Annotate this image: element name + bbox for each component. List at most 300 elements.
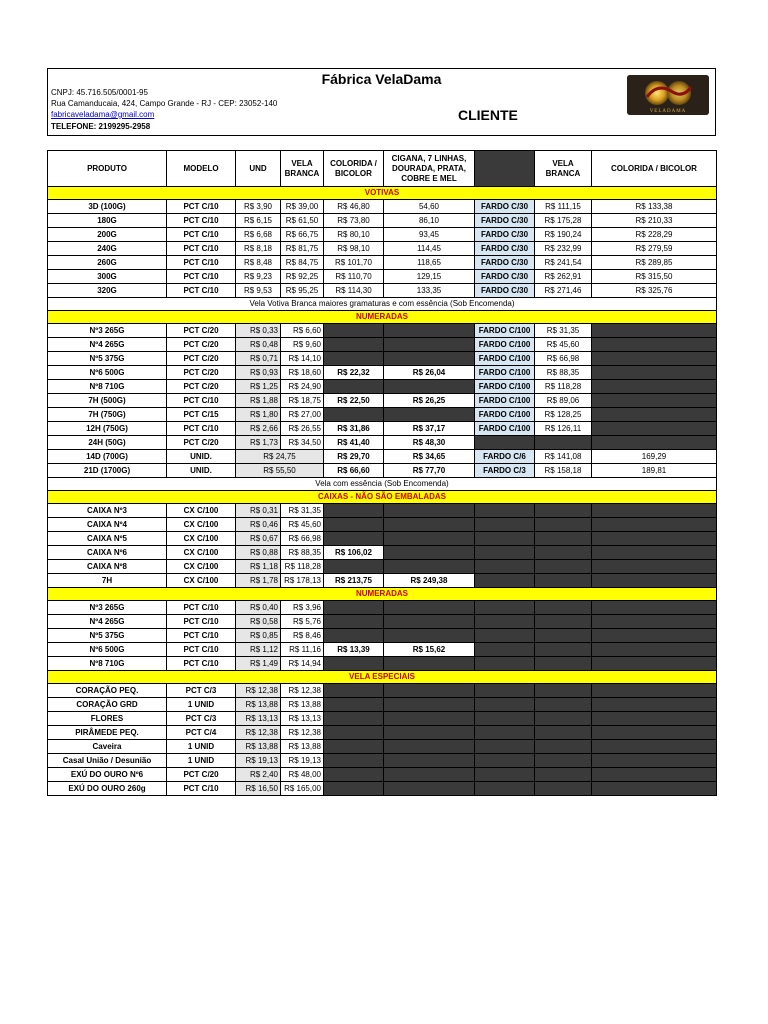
produto-cell: CAIXA Nº5 bbox=[48, 532, 167, 546]
fardo-colorida-cell: R$ 315,50 bbox=[592, 270, 717, 284]
modelo-cell: PCT C/10 bbox=[167, 284, 236, 298]
product-row bbox=[48, 615, 717, 629]
empty-cell bbox=[592, 657, 717, 671]
produto-cell: Nº6 500G bbox=[48, 643, 167, 657]
empty-cell bbox=[592, 698, 717, 712]
empty-cell bbox=[384, 408, 475, 422]
logo-text: VELADAMA bbox=[649, 109, 687, 114]
branca-cell: R$ 12,38 bbox=[281, 684, 324, 698]
col-fardo-branca: VELA BRANCA bbox=[535, 151, 592, 187]
und-cell: R$ 8,18 bbox=[236, 242, 281, 256]
fardo-cell: FARDO C/100 bbox=[475, 324, 535, 338]
empty-cell bbox=[384, 698, 475, 712]
modelo-cell: CX C/100 bbox=[167, 504, 236, 518]
empty-cell bbox=[592, 768, 717, 782]
modelo-cell: CX C/100 bbox=[167, 574, 236, 588]
fardo-branca-cell: R$ 118,28 bbox=[535, 380, 592, 394]
empty-cell bbox=[592, 782, 717, 796]
empty-cell bbox=[535, 740, 592, 754]
cigana-cell: 86,10 bbox=[384, 214, 475, 228]
cigana-cell: 133,35 bbox=[384, 284, 475, 298]
empty-cell bbox=[475, 518, 535, 532]
empty-cell bbox=[324, 726, 384, 740]
empty-cell bbox=[475, 740, 535, 754]
numerada-unid-row bbox=[48, 464, 717, 478]
empty-cell bbox=[475, 657, 535, 671]
produto-cell: 320G bbox=[48, 284, 167, 298]
branca-cell: R$ 27,00 bbox=[281, 408, 324, 422]
section-title: CAIXAS - NÃO SÃO EMBALADAS bbox=[48, 491, 717, 504]
empty-cell bbox=[384, 532, 475, 546]
empty-cell bbox=[535, 698, 592, 712]
und-cell: R$ 0,58 bbox=[236, 615, 281, 629]
section-title: NUMERADAS bbox=[48, 311, 717, 324]
product-row bbox=[48, 546, 717, 560]
empty-cell bbox=[535, 532, 592, 546]
cigana-cell: R$ 77,70 bbox=[384, 464, 475, 478]
numerada-row bbox=[48, 436, 717, 450]
modelo-cell: 1 UNID bbox=[167, 754, 236, 768]
especial-row bbox=[48, 782, 717, 796]
empty-cell bbox=[324, 560, 384, 574]
fardo-colorida-cell: 189,81 bbox=[592, 464, 717, 478]
empty-cell bbox=[324, 684, 384, 698]
empty-cell bbox=[384, 768, 475, 782]
cigana-cell: R$ 26,25 bbox=[384, 394, 475, 408]
branca-cell: R$ 12,38 bbox=[281, 726, 324, 740]
empty-cell bbox=[475, 504, 535, 518]
branca-cell: R$ 3,96 bbox=[281, 601, 324, 615]
produto-cell: PIRÂMEDE PEQ. bbox=[48, 726, 167, 740]
modelo-cell: PCT C/20 bbox=[167, 352, 236, 366]
branca-cell: R$ 178,13 bbox=[281, 574, 324, 588]
fardo-branca-cell: R$ 89,06 bbox=[535, 394, 592, 408]
product-row bbox=[48, 532, 717, 546]
votiva-row bbox=[48, 214, 717, 228]
produto-cell: Nº8 710G bbox=[48, 657, 167, 671]
und-cell: R$ 0,67 bbox=[236, 532, 281, 546]
email-link[interactable]: fabricaveladama@gmail.com bbox=[51, 110, 155, 119]
empty-cell bbox=[592, 643, 717, 657]
empty-cell bbox=[324, 504, 384, 518]
empty-cell bbox=[535, 782, 592, 796]
empty-cell bbox=[475, 698, 535, 712]
votiva-row bbox=[48, 242, 717, 256]
cigana-cell: 54,60 bbox=[384, 200, 475, 214]
fardo-colorida-cell: R$ 133,38 bbox=[592, 200, 717, 214]
colorida-cell: R$ 66,60 bbox=[324, 464, 384, 478]
fardo-cell: FARDO C/6 bbox=[475, 450, 535, 464]
empty-cell bbox=[535, 754, 592, 768]
section-note: Vela com essência (Sob Encomenda) bbox=[48, 478, 717, 491]
phone-text: TELEFONE: 2199295-2958 bbox=[51, 122, 151, 131]
modelo-cell: PCT C/10 bbox=[167, 214, 236, 228]
fardo-cell: FARDO C/100 bbox=[475, 394, 535, 408]
modelo-cell: PCT C/10 bbox=[167, 782, 236, 796]
branca-cell: R$ 34,50 bbox=[281, 436, 324, 450]
cigana-cell: 114,45 bbox=[384, 242, 475, 256]
col-fardo-colorida: COLORIDA / BICOLOR bbox=[592, 151, 717, 187]
produto-cell: Nº4 265G bbox=[48, 338, 167, 352]
empty-cell bbox=[384, 629, 475, 643]
empty-cell bbox=[592, 601, 717, 615]
empty-cell bbox=[324, 657, 384, 671]
numerada-row bbox=[48, 380, 717, 394]
product-row bbox=[48, 560, 717, 574]
empty-cell bbox=[592, 712, 717, 726]
fardo-colorida-cell: R$ 289,85 bbox=[592, 256, 717, 270]
modelo-cell: PCT C/10 bbox=[167, 629, 236, 643]
cigana-cell: 93,45 bbox=[384, 228, 475, 242]
branca-cell: R$ 165,00 bbox=[281, 782, 324, 796]
colorida-cell: R$ 13,39 bbox=[324, 643, 384, 657]
modelo-cell: CX C/100 bbox=[167, 546, 236, 560]
empty-cell bbox=[384, 546, 475, 560]
modelo-cell: PCT C/10 bbox=[167, 256, 236, 270]
colorida-cell: R$ 101,70 bbox=[324, 256, 384, 270]
empty-cell bbox=[475, 615, 535, 629]
branca-cell: R$ 95,25 bbox=[281, 284, 324, 298]
empty-cell bbox=[324, 324, 384, 338]
cigana-cell: R$ 37,17 bbox=[384, 422, 475, 436]
cigana-cell: R$ 48,30 bbox=[384, 436, 475, 450]
und-cell: R$ 0,71 bbox=[236, 352, 281, 366]
fardo-cell: FARDO C/30 bbox=[475, 284, 535, 298]
produto-cell: 260G bbox=[48, 256, 167, 270]
modelo-cell: PCT C/20 bbox=[167, 436, 236, 450]
produto-cell: Nº5 375G bbox=[48, 352, 167, 366]
especial-row bbox=[48, 712, 717, 726]
empty-cell bbox=[592, 380, 717, 394]
empty-cell bbox=[535, 684, 592, 698]
branca-cell: R$ 14,94 bbox=[281, 657, 324, 671]
empty-cell bbox=[592, 408, 717, 422]
empty-cell bbox=[535, 518, 592, 532]
empty-cell bbox=[324, 532, 384, 546]
modelo-cell: UNID. bbox=[167, 464, 236, 478]
und-cell: R$ 19,13 bbox=[236, 754, 281, 768]
empty-cell bbox=[384, 352, 475, 366]
und-cell: R$ 1,73 bbox=[236, 436, 281, 450]
branca-cell: R$ 31,35 bbox=[281, 504, 324, 518]
und-cell: R$ 9,53 bbox=[236, 284, 281, 298]
colorida-cell: R$ 213,75 bbox=[324, 574, 384, 588]
modelo-cell: PCT C/3 bbox=[167, 712, 236, 726]
und-cell: R$ 1,88 bbox=[236, 394, 281, 408]
colorida-cell: R$ 98,10 bbox=[324, 242, 384, 256]
col-colorida: COLORIDA / BICOLOR bbox=[324, 151, 384, 187]
especial-row bbox=[48, 684, 717, 698]
fardo-branca-cell: R$ 271,46 bbox=[535, 284, 592, 298]
modelo-cell: 1 UNID bbox=[167, 698, 236, 712]
produto-cell: Caveira bbox=[48, 740, 167, 754]
produto-cell: Nº5 375G bbox=[48, 629, 167, 643]
empty-cell bbox=[384, 726, 475, 740]
modelo-cell: PCT C/10 bbox=[167, 601, 236, 615]
empty-cell bbox=[535, 436, 592, 450]
modelo-cell: PCT C/15 bbox=[167, 408, 236, 422]
und-cell: R$ 1,49 bbox=[236, 657, 281, 671]
empty-cell bbox=[384, 518, 475, 532]
cigana-cell: 129,15 bbox=[384, 270, 475, 284]
colorida-cell: R$ 114,30 bbox=[324, 284, 384, 298]
col-cigana: CIGANA, 7 LINHAS, DOURADA, PRATA, COBRE E MEL bbox=[384, 151, 475, 187]
fardo-cell: FARDO C/30 bbox=[475, 270, 535, 284]
empty-cell bbox=[384, 380, 475, 394]
produto-cell: 300G bbox=[48, 270, 167, 284]
branca-cell: R$ 66,75 bbox=[281, 228, 324, 242]
empty-cell bbox=[535, 560, 592, 574]
empty-cell bbox=[384, 504, 475, 518]
empty-cell bbox=[535, 726, 592, 740]
empty-cell bbox=[384, 754, 475, 768]
empty-cell bbox=[475, 436, 535, 450]
produto-cell: 14D (700G) bbox=[48, 450, 167, 464]
note-row bbox=[48, 298, 717, 311]
colorida-cell: R$ 46,80 bbox=[324, 200, 384, 214]
numerada-row bbox=[48, 366, 717, 380]
branca-cell: R$ 24,90 bbox=[281, 380, 324, 394]
fardo-cell: FARDO C/30 bbox=[475, 200, 535, 214]
modelo-cell: PCT C/20 bbox=[167, 324, 236, 338]
fardo-cell: FARDO C/100 bbox=[475, 366, 535, 380]
empty-cell bbox=[592, 546, 717, 560]
cigana-cell: R$ 26,04 bbox=[384, 366, 475, 380]
branca-cell: R$ 45,60 bbox=[281, 518, 324, 532]
fardo-cell: FARDO C/100 bbox=[475, 380, 535, 394]
col-modelo: MODELO bbox=[167, 151, 236, 187]
empty-cell bbox=[535, 615, 592, 629]
modelo-cell: PCT C/4 bbox=[167, 726, 236, 740]
und-cell: R$ 55,50 bbox=[236, 464, 324, 478]
modelo-cell: CX C/100 bbox=[167, 518, 236, 532]
colorida-cell: R$ 22,50 bbox=[324, 394, 384, 408]
empty-cell bbox=[475, 560, 535, 574]
fardo-branca-cell: R$ 158,18 bbox=[535, 464, 592, 478]
empty-cell bbox=[475, 754, 535, 768]
fardo-cell: FARDO C/30 bbox=[475, 214, 535, 228]
produto-cell: CAIXA Nº6 bbox=[48, 546, 167, 560]
veladama-logo bbox=[627, 75, 709, 115]
branca-cell: R$ 18,75 bbox=[281, 394, 324, 408]
modelo-cell: PCT C/10 bbox=[167, 422, 236, 436]
fardo-cell: FARDO C/3 bbox=[475, 464, 535, 478]
empty-cell bbox=[324, 380, 384, 394]
fardo-branca-cell: R$ 88,35 bbox=[535, 366, 592, 380]
colorida-cell: R$ 80,10 bbox=[324, 228, 384, 242]
branca-cell: R$ 39,00 bbox=[281, 200, 324, 214]
empty-cell bbox=[592, 740, 717, 754]
branca-cell: R$ 13,13 bbox=[281, 712, 324, 726]
numerada-row bbox=[48, 324, 717, 338]
und-cell: R$ 1,25 bbox=[236, 380, 281, 394]
section-header-row bbox=[48, 311, 717, 324]
branca-cell: R$ 61,50 bbox=[281, 214, 324, 228]
produto-cell: 24H (50G) bbox=[48, 436, 167, 450]
und-cell: R$ 0,31 bbox=[236, 504, 281, 518]
branca-cell: R$ 13,88 bbox=[281, 698, 324, 712]
empty-cell bbox=[535, 574, 592, 588]
section-header-row bbox=[48, 187, 717, 200]
und-cell: R$ 0,93 bbox=[236, 366, 281, 380]
empty-cell bbox=[324, 754, 384, 768]
modelo-cell: PCT C/20 bbox=[167, 380, 236, 394]
section-header-row bbox=[48, 588, 717, 601]
product-row bbox=[48, 601, 717, 615]
especial-row bbox=[48, 754, 717, 768]
empty-cell bbox=[592, 615, 717, 629]
modelo-cell: 1 UNID bbox=[167, 740, 236, 754]
fardo-branca-cell: R$ 126,11 bbox=[535, 422, 592, 436]
und-cell: R$ 12,38 bbox=[236, 726, 281, 740]
fardo-branca-cell: R$ 262,91 bbox=[535, 270, 592, 284]
modelo-cell: CX C/100 bbox=[167, 532, 236, 546]
und-cell: R$ 24,75 bbox=[236, 450, 324, 464]
produto-cell: CAIXA Nº4 bbox=[48, 518, 167, 532]
empty-cell bbox=[384, 560, 475, 574]
empty-cell bbox=[324, 740, 384, 754]
und-cell: R$ 1,78 bbox=[236, 574, 281, 588]
branca-cell: R$ 6,60 bbox=[281, 324, 324, 338]
branca-cell: R$ 118,28 bbox=[281, 560, 324, 574]
fardo-branca-cell: R$ 141,08 bbox=[535, 450, 592, 464]
empty-cell bbox=[592, 436, 717, 450]
produto-cell: CORAÇÃO PEQ. bbox=[48, 684, 167, 698]
modelo-cell: PCT C/20 bbox=[167, 768, 236, 782]
produto-cell: CORAÇÃO GRD bbox=[48, 698, 167, 712]
fardo-branca-cell: R$ 190,24 bbox=[535, 228, 592, 242]
colorida-cell: R$ 22,32 bbox=[324, 366, 384, 380]
empty-cell bbox=[592, 629, 717, 643]
empty-cell bbox=[384, 740, 475, 754]
empty-cell bbox=[384, 712, 475, 726]
numerada-row bbox=[48, 408, 717, 422]
und-cell: R$ 3,90 bbox=[236, 200, 281, 214]
und-cell: R$ 0,40 bbox=[236, 601, 281, 615]
empty-cell bbox=[592, 504, 717, 518]
empty-cell bbox=[475, 546, 535, 560]
product-row bbox=[48, 574, 717, 588]
branca-cell: R$ 5,76 bbox=[281, 615, 324, 629]
empty-cell bbox=[475, 726, 535, 740]
fardo-colorida-cell: R$ 210,33 bbox=[592, 214, 717, 228]
empty-cell bbox=[592, 560, 717, 574]
modelo-cell: CX C/100 bbox=[167, 560, 236, 574]
colorida-cell: R$ 29,70 bbox=[324, 450, 384, 464]
section-note: Vela Votiva Branca maiores gramaturas e com essência (Sob Encomenda) bbox=[48, 298, 717, 311]
empty-cell bbox=[475, 782, 535, 796]
especial-row bbox=[48, 740, 717, 754]
company-header bbox=[47, 68, 716, 136]
modelo-cell: PCT C/20 bbox=[167, 338, 236, 352]
modelo-cell: PCT C/3 bbox=[167, 684, 236, 698]
empty-cell bbox=[475, 768, 535, 782]
empty-cell bbox=[324, 782, 384, 796]
numerada-unid-row bbox=[48, 450, 717, 464]
votiva-row bbox=[48, 270, 717, 284]
empty-cell bbox=[324, 768, 384, 782]
modelo-cell: PCT C/10 bbox=[167, 394, 236, 408]
und-cell: R$ 1,80 bbox=[236, 408, 281, 422]
empty-cell bbox=[324, 615, 384, 629]
empty-cell bbox=[475, 532, 535, 546]
empty-cell bbox=[324, 352, 384, 366]
fardo-branca-cell: R$ 66,98 bbox=[535, 352, 592, 366]
und-cell: R$ 0,85 bbox=[236, 629, 281, 643]
produto-cell: 21D (1700G) bbox=[48, 464, 167, 478]
fardo-cell: FARDO C/100 bbox=[475, 422, 535, 436]
produto-cell: 7H (500G) bbox=[48, 394, 167, 408]
empty-cell bbox=[592, 574, 717, 588]
fardo-cell: FARDO C/30 bbox=[475, 256, 535, 270]
produto-cell: 7H bbox=[48, 574, 167, 588]
empty-cell bbox=[592, 532, 717, 546]
empty-cell bbox=[592, 366, 717, 380]
fardo-cell: FARDO C/30 bbox=[475, 228, 535, 242]
section-title: NUMERADAS bbox=[48, 588, 717, 601]
cigana-cell: R$ 15,62 bbox=[384, 643, 475, 657]
produto-cell: EXÚ DO OURO Nº6 bbox=[48, 768, 167, 782]
fardo-colorida-cell: R$ 325,76 bbox=[592, 284, 717, 298]
especial-row bbox=[48, 768, 717, 782]
company-name: Fábrica VelaDama bbox=[321, 71, 442, 87]
table-header-row bbox=[48, 151, 717, 187]
fardo-cell: FARDO C/30 bbox=[475, 242, 535, 256]
col-und: UND bbox=[236, 151, 281, 187]
und-cell: R$ 0,33 bbox=[236, 324, 281, 338]
numerada-row bbox=[48, 394, 717, 408]
section-header-row bbox=[48, 491, 717, 504]
branca-cell: R$ 26,55 bbox=[281, 422, 324, 436]
empty-cell bbox=[475, 601, 535, 615]
empty-cell bbox=[592, 394, 717, 408]
branca-cell: R$ 66,98 bbox=[281, 532, 324, 546]
branca-cell: R$ 84,75 bbox=[281, 256, 324, 270]
numerada-row bbox=[48, 338, 717, 352]
numerada-row bbox=[48, 422, 717, 436]
fardo-colorida-cell: R$ 279,59 bbox=[592, 242, 717, 256]
empty-cell bbox=[475, 574, 535, 588]
empty-cell bbox=[535, 768, 592, 782]
colorida-cell: R$ 31,86 bbox=[324, 422, 384, 436]
fardo-branca-cell: R$ 232,99 bbox=[535, 242, 592, 256]
empty-cell bbox=[592, 324, 717, 338]
votiva-row bbox=[48, 256, 717, 270]
section-title: VELA ESPECIAIS bbox=[48, 671, 717, 684]
branca-cell: R$ 14,10 bbox=[281, 352, 324, 366]
especial-row bbox=[48, 726, 717, 740]
empty-cell bbox=[535, 657, 592, 671]
produto-cell: 240G bbox=[48, 242, 167, 256]
colorida-cell: R$ 73,80 bbox=[324, 214, 384, 228]
und-cell: R$ 2,66 bbox=[236, 422, 281, 436]
empty-cell bbox=[592, 726, 717, 740]
fardo-colorida-cell: R$ 228,29 bbox=[592, 228, 717, 242]
empty-cell bbox=[592, 338, 717, 352]
empty-cell bbox=[535, 601, 592, 615]
branca-cell: R$ 18,60 bbox=[281, 366, 324, 380]
votiva-row bbox=[48, 228, 717, 242]
fardo-cell: FARDO C/100 bbox=[475, 352, 535, 366]
colorida-cell: R$ 41,40 bbox=[324, 436, 384, 450]
und-cell: R$ 9,23 bbox=[236, 270, 281, 284]
produto-cell: Casal União / Desunião bbox=[48, 754, 167, 768]
branca-cell: R$ 48,00 bbox=[281, 768, 324, 782]
branca-cell: R$ 81,75 bbox=[281, 242, 324, 256]
address-text: Rua Camanducaia, 424, Campo Grande - RJ - CEP: 23052-140 bbox=[51, 99, 278, 108]
branca-cell: R$ 19,13 bbox=[281, 754, 324, 768]
empty-cell bbox=[384, 657, 475, 671]
